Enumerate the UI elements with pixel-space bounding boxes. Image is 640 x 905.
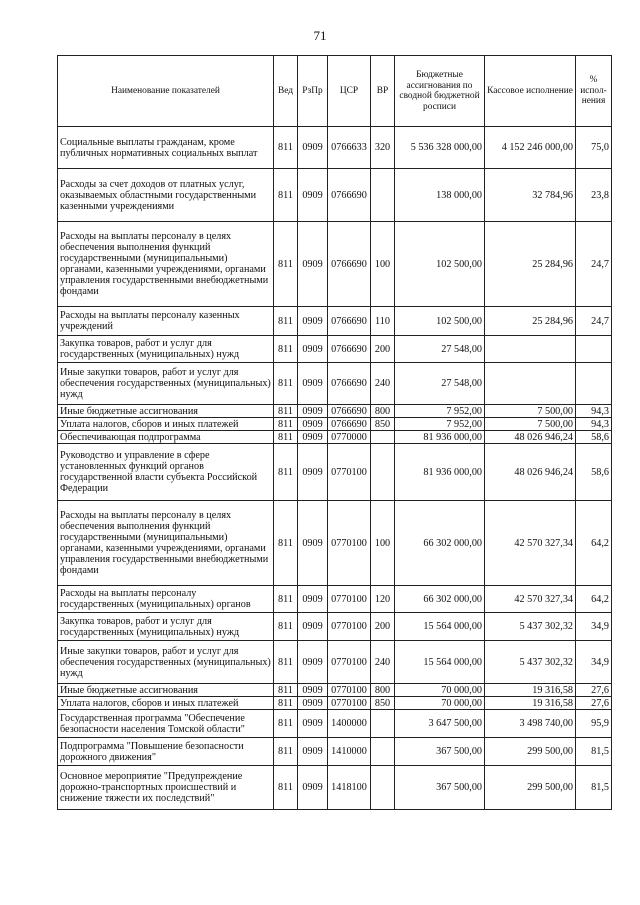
cell-name: Государственная программа "Обеспечение безопасности населения Томской области" <box>58 710 274 738</box>
cell-name: Расходы на выплаты персоналу государственных (муниципальных) органов <box>58 586 274 613</box>
cell-ved: 811 <box>274 710 298 738</box>
cell-cash-execution: 32 784,96 <box>485 169 576 222</box>
cell-cash-execution: 19 316,58 <box>485 684 576 697</box>
cell-percent: 58,6 <box>576 444 612 501</box>
table-row <box>58 431 612 444</box>
cell-cash-execution: 299 500,00 <box>485 738 576 766</box>
cell-assignments: 70 000,00 <box>395 684 485 697</box>
cell-ved: 811 <box>274 697 298 710</box>
cell-rzpr: 0909 <box>298 501 328 586</box>
cell-ved: 811 <box>274 501 298 586</box>
cell-name: Закупка товаров, работ и услуг для государственных (муниципальных) нужд <box>58 336 274 363</box>
table-row <box>58 501 612 586</box>
header-ved: Вед <box>274 56 298 127</box>
cell-name: Социальные выплаты гражданам, кроме публичных нормативных социальных выплат <box>58 127 274 169</box>
cell-cash-execution <box>485 336 576 363</box>
cell-percent: 94,3 <box>576 405 612 418</box>
cell-vr <box>371 710 395 738</box>
cell-cash-execution: 5 437 302,32 <box>485 613 576 641</box>
budget-table <box>57 55 612 810</box>
cell-csr: 1418100 <box>328 766 371 810</box>
cell-name: Уплата налогов, сборов и иных платежей <box>58 697 274 710</box>
table-row <box>58 613 612 641</box>
cell-percent: 94,3 <box>576 418 612 431</box>
cell-vr: 100 <box>371 501 395 586</box>
cell-csr: 0770100 <box>328 444 371 501</box>
header-name: Наименование показателей <box>58 56 274 127</box>
cell-percent: 75,0 <box>576 127 612 169</box>
cell-percent: 81,5 <box>576 766 612 810</box>
table-row <box>58 336 612 363</box>
cell-vr <box>371 766 395 810</box>
cell-ved: 811 <box>274 431 298 444</box>
table-row <box>58 405 612 418</box>
cell-csr: 0770100 <box>328 586 371 613</box>
cell-ved: 811 <box>274 169 298 222</box>
cell-csr: 0770100 <box>328 641 371 684</box>
cell-percent: 23,8 <box>576 169 612 222</box>
cell-rzpr: 0909 <box>298 613 328 641</box>
header-csr: ЦСР <box>328 56 371 127</box>
cell-csr: 0766690 <box>328 405 371 418</box>
cell-cash-execution: 7 500,00 <box>485 418 576 431</box>
cell-cash-execution: 299 500,00 <box>485 766 576 810</box>
cell-name: Уплата налогов, сборов и иных платежей <box>58 418 274 431</box>
cell-assignments: 66 302 000,00 <box>395 501 485 586</box>
cell-cash-execution: 3 498 740,00 <box>485 710 576 738</box>
cell-percent: 64,2 <box>576 586 612 613</box>
cell-vr: 110 <box>371 307 395 336</box>
cell-cash-execution: 7 500,00 <box>485 405 576 418</box>
cell-name: Расходы на выплаты персоналу казенных учреждений <box>58 307 274 336</box>
cell-assignments: 7 952,00 <box>395 418 485 431</box>
cell-assignments: 102 500,00 <box>395 222 485 307</box>
table-row <box>58 697 612 710</box>
table-row <box>58 444 612 501</box>
cell-rzpr: 0909 <box>298 710 328 738</box>
cell-ved: 811 <box>274 336 298 363</box>
cell-rzpr: 0909 <box>298 418 328 431</box>
cell-cash-execution: 19 316,58 <box>485 697 576 710</box>
cell-csr: 0770000 <box>328 431 371 444</box>
cell-rzpr: 0909 <box>298 684 328 697</box>
cell-ved: 811 <box>274 444 298 501</box>
table-row <box>58 766 612 810</box>
cell-cash-execution: 42 570 327,34 <box>485 501 576 586</box>
cell-ved: 811 <box>274 307 298 336</box>
cell-rzpr: 0909 <box>298 307 328 336</box>
cell-vr: 100 <box>371 222 395 307</box>
header-rzpr: РзПр <box>298 56 328 127</box>
header-cash-execution: Кассовое исполнение <box>485 56 576 127</box>
cell-name: Расходы на выплаты персоналу в целях обеспечения выполнения функций государственными (муниципальными) органами, казенными учреждениями, органами управления государственными внебюджетными фондами <box>58 501 274 586</box>
cell-rzpr: 0909 <box>298 697 328 710</box>
cell-name: Руководство и управление в сфере установленных функций органов государственной власти субъекта Российской Федерации <box>58 444 274 501</box>
cell-vr: 850 <box>371 697 395 710</box>
cell-csr: 0770100 <box>328 501 371 586</box>
cell-rzpr: 0909 <box>298 169 328 222</box>
cell-vr: 240 <box>371 641 395 684</box>
cell-percent: 34,9 <box>576 641 612 684</box>
cell-csr: 0766633 <box>328 127 371 169</box>
cell-name: Подпрограмма "Повышение безопасности дорожного движения" <box>58 738 274 766</box>
cell-csr: 1400000 <box>328 710 371 738</box>
page-number: 71 <box>313 28 327 43</box>
cell-assignments: 102 500,00 <box>395 307 485 336</box>
cell-csr: 0770100 <box>328 613 371 641</box>
header-assignments: Бюджетные ассигнования по сводной бюджетной росписи <box>395 56 485 127</box>
cell-assignments: 138 000,00 <box>395 169 485 222</box>
cell-vr <box>371 431 395 444</box>
cell-csr: 0766690 <box>328 222 371 307</box>
cell-rzpr: 0909 <box>298 336 328 363</box>
table-row <box>58 586 612 613</box>
cell-vr: 200 <box>371 613 395 641</box>
cell-assignments: 367 500,00 <box>395 738 485 766</box>
cell-assignments: 15 564 000,00 <box>395 613 485 641</box>
cell-percent: 27,6 <box>576 684 612 697</box>
table-row <box>58 418 612 431</box>
cell-csr: 0766690 <box>328 363 371 405</box>
cell-assignments: 3 647 500,00 <box>395 710 485 738</box>
header-vr: ВР <box>371 56 395 127</box>
cell-rzpr: 0909 <box>298 444 328 501</box>
cell-csr: 1410000 <box>328 738 371 766</box>
cell-cash-execution: 25 284,96 <box>485 307 576 336</box>
cell-vr: 240 <box>371 363 395 405</box>
cell-rzpr: 0909 <box>298 431 328 444</box>
cell-percent: 34,9 <box>576 613 612 641</box>
cell-csr: 0766690 <box>328 418 371 431</box>
cell-name: Иные закупки товаров, работ и услуг для обеспечения государственных (муниципальных) нужд <box>58 641 274 684</box>
cell-assignments: 81 936 000,00 <box>395 431 485 444</box>
cell-vr: 200 <box>371 336 395 363</box>
cell-ved: 811 <box>274 127 298 169</box>
cell-ved: 811 <box>274 363 298 405</box>
header-percent: % испол-нения <box>576 56 612 127</box>
cell-ved: 811 <box>274 738 298 766</box>
cell-ved: 811 <box>274 418 298 431</box>
table-row <box>58 684 612 697</box>
cell-assignments: 66 302 000,00 <box>395 586 485 613</box>
table-header-row <box>58 56 612 127</box>
table-row <box>58 641 612 684</box>
cell-name: Расходы на выплаты персоналу в целях обеспечения выполнения функций государственными (муниципальными) органами, казенными учреждениями, органами управления государственными внебюджетными фондами <box>58 222 274 307</box>
cell-rzpr: 0909 <box>298 363 328 405</box>
cell-percent: 64,2 <box>576 501 612 586</box>
cell-ved: 811 <box>274 641 298 684</box>
cell-assignments: 7 952,00 <box>395 405 485 418</box>
cell-assignments: 15 564 000,00 <box>395 641 485 684</box>
cell-percent <box>576 336 612 363</box>
cell-vr <box>371 738 395 766</box>
cell-assignments: 70 000,00 <box>395 697 485 710</box>
cell-percent: 58,6 <box>576 431 612 444</box>
cell-rzpr: 0909 <box>298 127 328 169</box>
cell-assignments: 367 500,00 <box>395 766 485 810</box>
cell-csr: 0770100 <box>328 697 371 710</box>
cell-name: Закупка товаров, работ и услуг для государственных (муниципальных) нужд <box>58 613 274 641</box>
cell-vr <box>371 169 395 222</box>
cell-ved: 811 <box>274 613 298 641</box>
cell-vr: 850 <box>371 418 395 431</box>
cell-rzpr: 0909 <box>298 586 328 613</box>
cell-percent: 27,6 <box>576 697 612 710</box>
cell-csr: 0766690 <box>328 336 371 363</box>
table-row <box>58 127 612 169</box>
cell-rzpr: 0909 <box>298 222 328 307</box>
table-row <box>58 307 612 336</box>
cell-rzpr: 0909 <box>298 738 328 766</box>
cell-rzpr: 0909 <box>298 405 328 418</box>
cell-csr: 0770100 <box>328 684 371 697</box>
cell-name: Иные бюджетные ассигнования <box>58 405 274 418</box>
cell-ved: 811 <box>274 586 298 613</box>
cell-ved: 811 <box>274 684 298 697</box>
cell-assignments: 5 536 328 000,00 <box>395 127 485 169</box>
cell-cash-execution: 5 437 302,32 <box>485 641 576 684</box>
cell-name: Основное мероприятие "Предупреждение дорожно-транспортных происшествий и снижение тяжести их последствий" <box>58 766 274 810</box>
cell-assignments: 27 548,00 <box>395 336 485 363</box>
table-row <box>58 363 612 405</box>
table-row <box>58 710 612 738</box>
cell-vr <box>371 444 395 501</box>
cell-vr: 800 <box>371 684 395 697</box>
cell-ved: 811 <box>274 222 298 307</box>
cell-percent: 81,5 <box>576 738 612 766</box>
table-row <box>58 738 612 766</box>
cell-vr: 800 <box>371 405 395 418</box>
cell-vr: 120 <box>371 586 395 613</box>
table-row <box>58 222 612 307</box>
cell-rzpr: 0909 <box>298 641 328 684</box>
cell-assignments: 27 548,00 <box>395 363 485 405</box>
cell-rzpr: 0909 <box>298 766 328 810</box>
cell-cash-execution: 4 152 246 000,00 <box>485 127 576 169</box>
cell-cash-execution: 25 284,96 <box>485 222 576 307</box>
cell-ved: 811 <box>274 405 298 418</box>
cell-csr: 0766690 <box>328 307 371 336</box>
cell-vr: 320 <box>371 127 395 169</box>
cell-name: Иные закупки товаров, работ и услуг для обеспечения государственных (муниципальных) нужд <box>58 363 274 405</box>
cell-cash-execution: 42 570 327,34 <box>485 586 576 613</box>
cell-name: Расходы за счет доходов от платных услуг, оказываемых областными государственными казенными учреждениями <box>58 169 274 222</box>
table-row <box>58 169 612 222</box>
cell-cash-execution: 48 026 946,24 <box>485 431 576 444</box>
cell-ved: 811 <box>274 766 298 810</box>
cell-cash-execution: 48 026 946,24 <box>485 444 576 501</box>
cell-name: Иные бюджетные ассигнования <box>58 684 274 697</box>
cell-percent: 24,7 <box>576 222 612 307</box>
cell-assignments: 81 936 000,00 <box>395 444 485 501</box>
cell-cash-execution <box>485 363 576 405</box>
cell-percent: 24,7 <box>576 307 612 336</box>
cell-percent <box>576 363 612 405</box>
cell-csr: 0766690 <box>328 169 371 222</box>
cell-name: Обеспечивающая подпрограмма <box>58 431 274 444</box>
cell-percent: 95,9 <box>576 710 612 738</box>
